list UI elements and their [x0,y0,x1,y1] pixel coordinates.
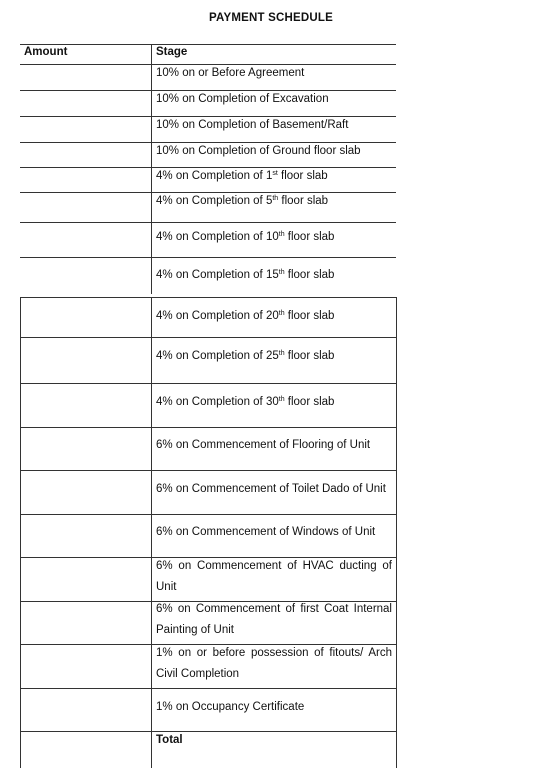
stage-cell: 10% on or Before Agreement [156,67,305,79]
stage-cell: 4% on Completion of 25th floor slab [156,350,335,362]
stage-cell [156,556,392,598]
page-title: PAYMENT SCHEDULE [209,12,333,24]
stage-cell-line: 1% on or before possession of fitouts/ Arch [156,647,392,659]
table-border [20,44,396,45]
table-border [20,297,396,298]
stage-cell: 4% on Completion of 15th floor slab [156,269,335,281]
row-divider [20,470,396,471]
stage-cell: 6% on Commencement of Flooring of Unit [156,439,371,451]
row-divider [20,222,396,223]
table-border [20,297,21,768]
stage-cell: 10% on Completion of Basement/Raft [156,119,349,131]
stage-cell-line: Unit [156,581,177,593]
stage-cell: 4% on Completion of 5th floor slab [156,195,329,207]
stage-cell-line: Painting of Unit [156,624,234,636]
row-divider [20,514,396,515]
stage-cell: 1% on Occupancy Certificate [156,701,305,713]
stage-cell: 10% on Completion of Ground floor slab [156,145,361,157]
row-divider [20,383,396,384]
stage-cell: 4% on Completion of 30th floor slab [156,396,335,408]
column-divider [151,44,152,294]
amount-column-header: Amount [24,46,68,58]
row-divider [20,731,396,732]
stage-cell-line: 6% on Commencement of first Coat Internal [156,603,392,615]
stage-cell: 4% on Completion of 1st floor slab [156,170,328,182]
stage-column-header: Stage [156,46,188,58]
stage-cell-line: 6% on Commencement of HVAC ducting of [156,560,392,572]
stage-cell: 6% on Commencement of Toilet Dado of Unit [156,483,386,495]
table-border [396,297,397,768]
row-divider [20,427,396,428]
total-label: Total [156,734,183,746]
row-divider [20,337,396,338]
row-divider [20,257,396,258]
stage-cell: 10% on Completion of Excavation [156,93,329,105]
stage-cell [156,643,392,685]
column-divider [151,297,152,768]
stage-cell: 4% on Completion of 20th floor slab [156,310,335,322]
stage-cell-line: Civil Completion [156,668,240,680]
row-divider [20,688,396,689]
stage-cell [156,599,392,641]
stage-cell: 6% on Commencement of Windows of Unit [156,526,376,538]
stage-cell: 4% on Completion of 10th floor slab [156,231,335,243]
